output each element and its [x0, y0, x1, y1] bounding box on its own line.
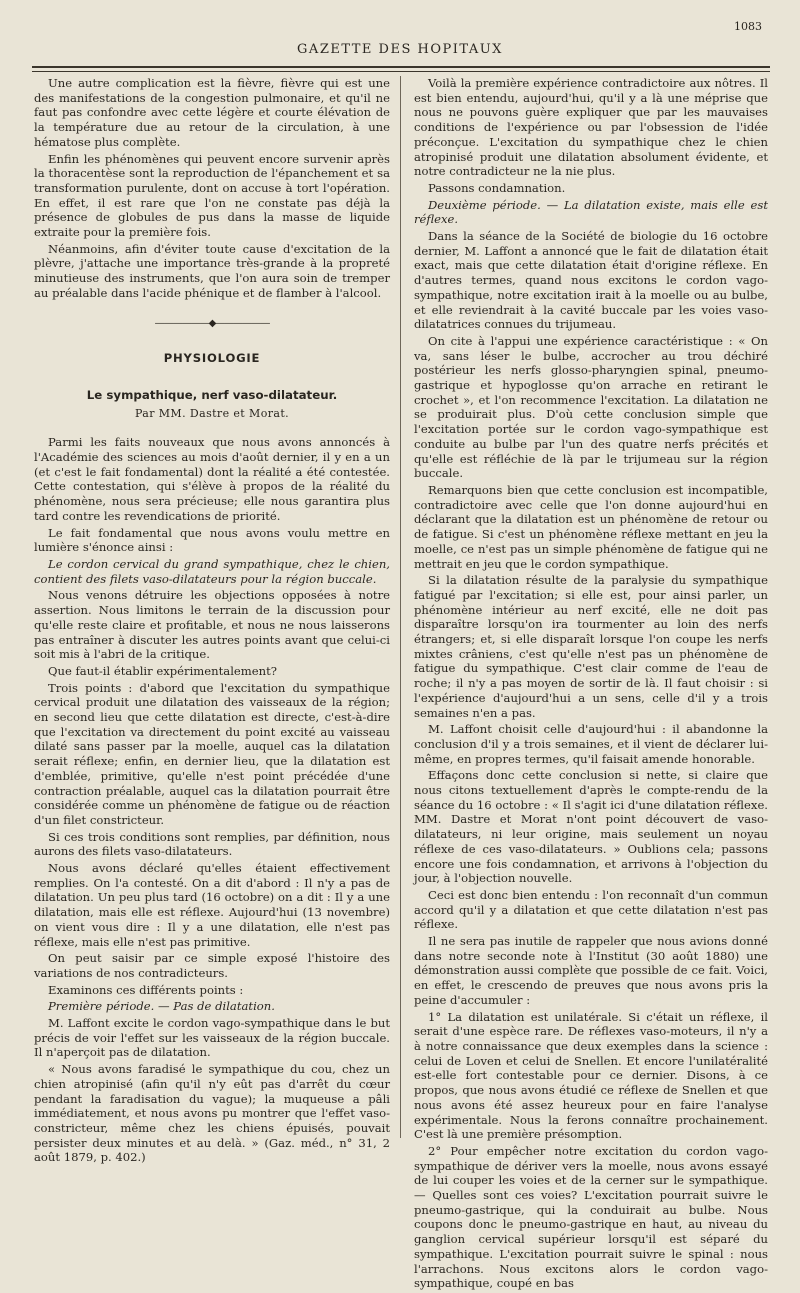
paragraph: Enfin les phénomènes qui peuvent encore survenir après la thoracentèse sont la reproduction de l'épanchement et sa transformation purulente, dont on accuse à tort l'opération. En effet, il est rare que l'on ne constate pas déjà la présence de globules de pus dans la masse de liquide extraite pour la première fois. — [34, 151, 390, 240]
italic-statement: Le cordon cervical du grand sympathique, chez le chien, contient des filets vaso-dilatateurs pour la région buccale. — [34, 556, 390, 586]
period-heading: Première période. — Pas de dilatation. — [48, 999, 275, 1014]
left-column — [34, 76, 390, 1167]
paragraph: Parmi les faits nouveaux que nous avons annoncés à l'Académie des sciences au mois d'août dernier, il y en a un (et c'est le fait fondamental) dont la réalité a été contestée. Cette contestation, qui s'élève à propos de la réalité du phénomène, nous sera précieuse; elle nous garantira plus tard contre les revendications de priorité. — [34, 435, 390, 523]
header-rule — [32, 66, 770, 68]
paragraph: Si la dilatation résulte de la paralysie du sympathique fatigué par l'excitation; si elle est, pour ainsi parler, un phénomène intérieur au nerf excité, elle ne doit pas disparaître lorsqu'on ira tourmenter au loin des nerfs étrangers; et, si elle disparaît lorsque l'on coupe les nerfs mixtes crâniens, c'est qu'elle n'est pas un phénomène de fatigue du sympathique. C'est clair comme de l'eau de roche; il n'y a pas moyen de sortir de là. Il faut choisir : si l'expérience d'aujourd'hui a un sens, celle d'il y a trois semaines n'en a pas. — [414, 573, 768, 720]
article-title: Le sympathique, nerf vaso-dilatateur. — [86, 387, 338, 402]
right-column — [414, 76, 768, 1293]
paragraph: Nous venons détruire les objections opposées à notre assertion. Nous limitons le terrain de la discussion pour qu'elle reste claire et profitable, et nous ne nous laisserons pas entraîner à discuter les autres points avant que celui-ci soit mis à l'abri de la critique. — [34, 588, 390, 662]
paragraph: Le fait fondamental que nous avons voulu mettre en lumière s'énonce ainsi : — [34, 525, 390, 555]
column-divider — [400, 76, 401, 1138]
paragraph: Que faut-il établir expérimentalement? — [48, 663, 277, 678]
section-ornament: ——————◆—————— — [154, 317, 270, 329]
paragraph: Nous avons déclaré qu'elles étaient effectivement remplies. On l'a contesté. On a dit d'abord : Il n'y a pas de dilatation. Un peu plus tard (16 octobre) on a dit : Il y a une dilatation, mais elle est réflexe. Aujourd'hui (13 novembre) on vient vous dire : Il y a une dilatation, elle n'est pas réflexe, mais elle n'est pas primitive. — [34, 861, 390, 949]
paragraph: « Nous avons faradisé le sympathique du cou, chez un chien atropinisé (afin qu'il n'y eût pas d'arrêt du cœur pendant la faradisation du vague); la muqueuse a pâli immédiatement, et nous avons pu montrer que l'effet vaso-constricteur, même chez les chiens épuisés, pouvait persister deux minutes et au delà. » (Gaz. méd., n° 31, 2 août 1879, p. 402.) — [34, 1062, 390, 1165]
paragraph: M. Laffont excite le cordon vago-sympathique dans le but précis de voir l'effet sur les vaisseaux de la région buccale. Il n'aperçoit pas de dilatation. — [34, 1016, 390, 1060]
paragraph: Remarquons bien que cette conclusion est incompatible, contradictoire avec celle que l'on donne aujourd'hui en déclarant que la dilatation est un phénomène de retour ou de fatigue. Si c'est un phénomène réflexe mettant en jeu la moelle, ce n'est pas un simple phénomène de fatigue qui ne mettrait en jeu que le cordon sympathique. — [414, 482, 768, 571]
paragraph: Effaçons donc cette conclusion si nette, si claire que nous citons textuellement d'après le compte-rendu de la séance du 16 octobre : « Il s'agit ici d'une dilatation réflexe. MM. Dastre et Morat n'ont point découvert de vaso-dilatateurs, ni leur origine, mais seulement un noyau réflexe de ces vaso-dilatateurs. » Oublions cela; passons encore une fois condamnation, et arrivons à l'objection du jour, à l'objection nouvelle. — [414, 768, 768, 886]
article-authors: Par MM. Dastre et Morat. — [134, 406, 290, 420]
paragraph: Ceci est donc bien entendu : l'on reconnaît d'un commun accord qu'il y a dilatation et que cette dilatation n'est pas réflexe. — [414, 887, 768, 932]
paragraph: Une autre complication est la fièvre, fièvre qui est une des manifestations de la congestion pulmonaire, et qu'il ne faut pas confondre avec cette légère et courte élévation de la température due au retour de la circulation, à une hématose plus complète. — [34, 76, 390, 149]
paragraph: Voilà la première expérience contradictoire aux nôtres. Il est bien entendu, aujourd'hui, qu'il y a là une méprise que nous ne pouvons guère expliquer que par les mauvaises conditions de l'expérience ou par l'obsession de l'idée préconçue. L'excitation du sympathique chez le chien atropinisé produit une dilatation absolument évidente, et notre contradicteur ne la nie plus. — [414, 76, 768, 179]
period-heading: Deuxième période. — La dilatation existe, mais elle est réflexe. — [414, 197, 768, 227]
paragraph: Dans la séance de la Société de biologie du 16 octobre dernier, M. Laffont a annoncé que le fait de dilatation était exact, mais que cette dilatation était d'origine réflexe. En d'autres termes, quand nous excitons le cordon vago-sympathique, notre excitation irait à la moelle ou au bulbe, et elle reviendrait à la cavité buccale par les voies vaso-dilatatrices connues du trijumeau. — [414, 229, 768, 332]
paragraph: 2° Pour empêcher notre excitation du cordon vago-sympathique de dériver vers la moelle, nous avons essayé de lui couper les voies et de la cerner sur le sympathique. — Quelles sont ces voies? L'excitation pourrait suivre le pneumo-gastrique, qui la conduirait au bulbe. Nous coupons donc le pneumo-gastrique en haut, au niveau du ganglion cervical supérieur lorsqu'il est séparé du sympathique. L'excitation pourrait suivre le spinal : nous l'arrachons. Nous excitons alors le cordon vago-sympathique, coupé en bas — [414, 1143, 768, 1291]
journal-title: GAZETTE DES HOPITAUX — [297, 42, 503, 57]
paragraph: On peut saisir par ce simple exposé l'histoire des variations de nos contradicteurs. — [34, 951, 390, 980]
page-header — [30, 20, 770, 60]
page-number: 1083 — [734, 20, 762, 33]
paragraph: M. Laffont choisit celle d'aujourd'hui : il abandonne la conclusion d'il y a trois semaines, et il vient de déclarer lui-même, en propres termes, qu'il faisait amende honorable. — [414, 722, 768, 766]
paragraph: Passons condamnation. — [428, 180, 566, 195]
paragraph: Il ne sera pas inutile de rappeler que nous avions donné dans notre seconde note à l'Institut (30 août 1880) une démonstration aussi complète que possible de ce fait. Voici, en effet, le crescendo de preuves que nous avons pris la peine d'accumuler : — [414, 934, 768, 1007]
paragraph: 1° La dilatation est unilatérale. Si c'était un réflexe, il serait d'une espèce rare. De réflexes vaso-moteurs, il n'y a à notre connaissance que deux exemples dans la science : celui de Loven et celui de Snellen. Et encore l'unilatéralité est-elle fort contestable pour ce dernier. Disons, à ce propos, que nous avons étudié ce réflexe de Snellen et que nous avons été assez heureux pour en faire l'analyse expérimentale. Nous la ferons connaître prochainement. C'est là une première présomption. — [414, 1009, 768, 1142]
paragraph: Néanmoins, afin d'éviter toute cause d'excitation de la plèvre, j'attache une importance très-grande à la propreté minutieuse des instruments, que l'on aura soin de tremper au préalable dans l'acide phénique et de flamber à l'alcool. — [34, 241, 390, 300]
header-rule-thin — [32, 71, 770, 72]
paragraph: On cite à l'appui une expérience caractéristique : « On va, sans léser le bulbe, accrocher au trou déchiré postérieur les nerfs glosso-pharyngien spinal, pneumo-gastrique et hypoglosse qu'on arrache en retirant le crochet », et l'on recommence l'excitation. La dilatation ne se produirait plus. D'où cette conclusion simple que l'excitation portée sur le cordon vago-sympathique est conduite au bulbe par l'un des quatre nerfs précités et qu'elle est réfléchie de là par le trijumeau sur la région buccale. — [414, 333, 768, 481]
paragraph: Examinons ces différents points : — [48, 982, 244, 997]
paragraph: Trois points : d'abord que l'excitation du sympathique cervical produit une dilatation des vaisseaux de la région; en second lieu que cette dilatation est directe, c'est-à-dire que l'excitation va directement du point excité au vaisseau dilaté sans passer par la moelle, auquel cas la dilatation serait réflexe; enfin, en dernier lieu, que la dilatation est d'emblée, primitive, qu'elle n'est point précédée d'une contraction préalable, auquel cas la dilatation pourrait être considérée comme un phénomène de fatigue ou de réaction d'un filet constricteur. — [34, 680, 390, 827]
paragraph: Si ces trois conditions sont remplies, par définition, nous aurons des filets vaso-dilatateurs. — [34, 829, 390, 859]
section-heading: PHYSIOLOGIE — [163, 351, 261, 366]
